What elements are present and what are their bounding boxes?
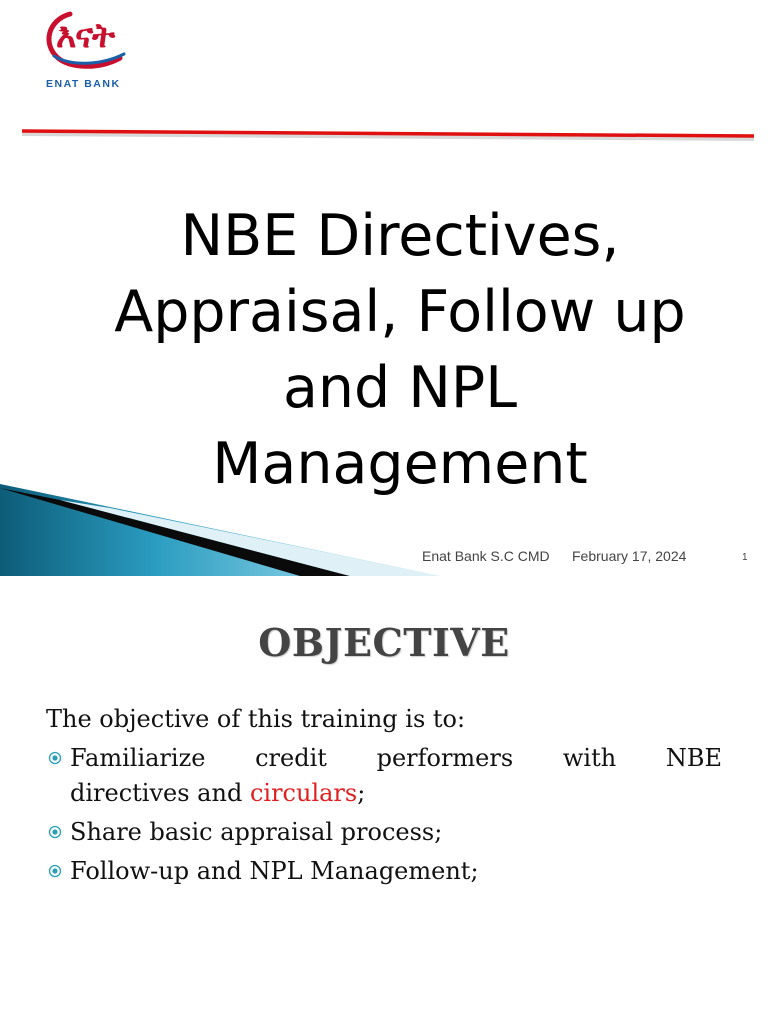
title-line: and NPL xyxy=(282,355,518,421)
logo-glyphs: እናት xyxy=(56,16,115,56)
slide-body xyxy=(46,702,722,889)
title-line: Management xyxy=(212,431,588,497)
bullet-word: Familiarize xyxy=(70,744,206,772)
list-item xyxy=(46,815,722,850)
bullet-text: Share basic appraisal process; xyxy=(70,818,443,846)
bullet-line-2 xyxy=(70,776,722,811)
circle-bullet-icon xyxy=(48,864,62,878)
footer-organization: Enat Bank S.C CMD xyxy=(422,548,550,564)
decorative-swoosh xyxy=(0,470,440,576)
circle-bullet-icon xyxy=(48,751,62,765)
circle-bullet-icon xyxy=(48,825,62,839)
bullet-word: NBE xyxy=(665,744,722,772)
highlighted-term: circulars xyxy=(249,779,358,807)
slide-heading: OBJECTIVE xyxy=(258,620,510,665)
bullet-text: Follow-up and NPL Management; xyxy=(70,857,479,885)
bullet-word: with xyxy=(562,744,617,772)
red-divider xyxy=(22,127,754,147)
bullet-text: directives and xyxy=(70,779,250,807)
bullet-word: performers xyxy=(376,744,514,772)
logo-brand-name: ENAT BANK xyxy=(46,78,121,90)
footer-date: February 17, 2024 xyxy=(572,548,687,564)
page-number: 1 xyxy=(742,552,748,563)
intro-text: The objective of this training is to: xyxy=(46,705,466,733)
bullet-line-1 xyxy=(70,741,722,776)
title-line: NBE Directives, xyxy=(180,203,620,269)
enat-bank-logo xyxy=(40,6,140,88)
slide-title xyxy=(40,198,760,502)
list-item xyxy=(46,741,722,811)
objective-list xyxy=(46,741,722,889)
bullet-text: ; xyxy=(357,779,366,807)
objective-slide xyxy=(0,576,768,1024)
bullet-word: credit xyxy=(255,744,327,772)
list-item xyxy=(46,854,722,889)
title-line: Appraisal, Follow up xyxy=(114,279,686,345)
